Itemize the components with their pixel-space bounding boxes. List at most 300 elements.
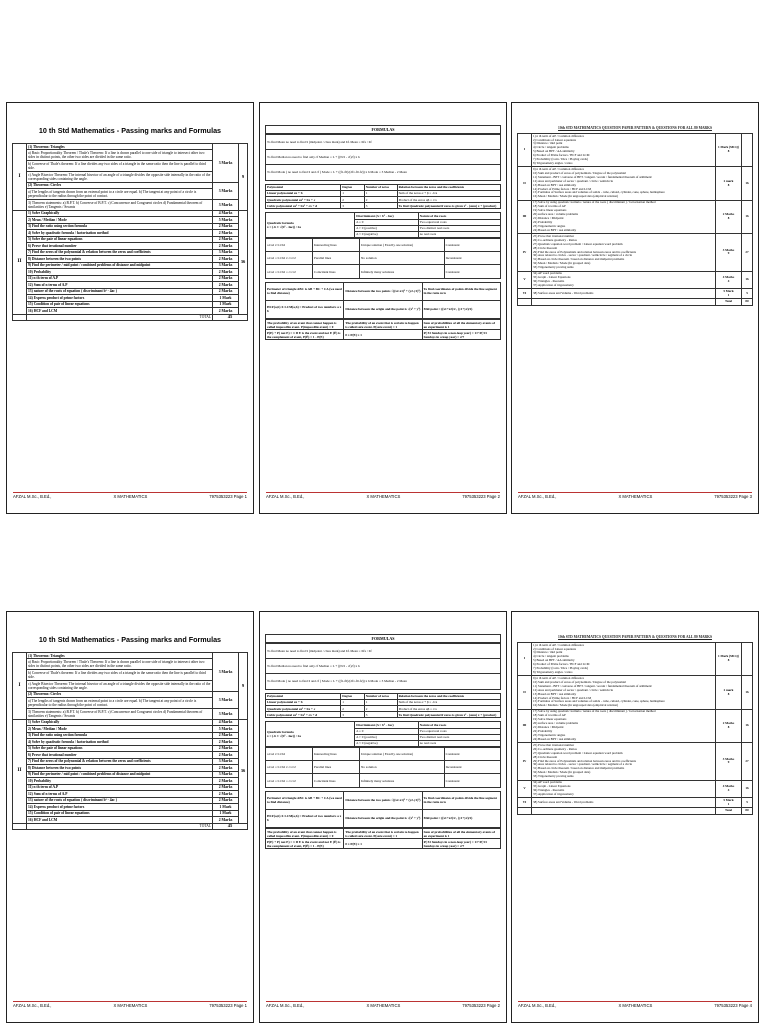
probability-table (265, 319, 501, 340)
table-row: a) The lengths of tangents drawn from an external point to a circle are equal. b) The tangent at any point of a circle is perpendicular to the radius through the point of contact. (27, 189, 213, 200)
table-cell: 3 (364, 712, 397, 718)
section-roman: IV (518, 234, 532, 271)
table-cell: P( 53 Sundays in a non-leap year) = 1/7 P( 53 Sundays in a leap year) = 2/7 (422, 330, 500, 340)
marks-cell (716, 798, 742, 808)
marks-label: 2 Marks (722, 721, 735, 726)
marks-label: 5 Mark (723, 289, 734, 294)
formulas-header: FORMULAS (265, 634, 501, 643)
section-total: 27 (742, 234, 753, 271)
list-item: 32) Mean / Median / Mode (In grouped data) (533, 770, 591, 775)
table-cell: Unique solution ( Exactly one solution) (360, 748, 445, 761)
question-items (533, 801, 714, 805)
list-item: 23) Trigonometric angles (533, 732, 566, 737)
marks-label: 4 Marks (722, 275, 735, 280)
list-item: 38) Surface areas and Volume - Word problems (533, 800, 594, 805)
question-items (533, 235, 714, 270)
page-formulas (259, 611, 507, 1023)
section-roman: VI (518, 289, 532, 299)
table-row: c) Angle Bisector Theorem: The internal bisector of an angle of a triangle divides the opposite side internally in the ratio of the corresponding sides containing the angle. (27, 172, 213, 183)
total-row (518, 808, 753, 814)
list-item: 21) Distance / Midpoint (533, 216, 564, 221)
pattern-row (518, 234, 753, 271)
list-item: 5) Based on BPT / AA similarity (533, 149, 575, 154)
question-count: 4 (727, 279, 730, 284)
row-text: 2) Mean / Median / Mode (27, 726, 213, 732)
list-item: 14) Product of Prime factors / HCF and LCM (533, 695, 592, 700)
table-cell: Δ = 0 (355, 219, 418, 225)
table-row: a) Basic Proportionality Theorem / Thale's Theorem: If a line is drawn parallel to one side of triangle to intersect other two sides in distinct points, the other two sides are divided in the same ratio. (27, 150, 213, 161)
pattern-row (518, 709, 753, 742)
table-row: c) Angle Bisector Theorem: The internal bisector of an angle of a triangle divides the opposite side internally in the ratio of the corresponding sides containing the angle. (27, 681, 213, 692)
table-cell: P( 53 Sundays in a non-leap year) = 1/7 P( 53 Sundays in a leap year) = 2/7 (422, 839, 500, 849)
question-list (532, 289, 716, 299)
list-item: 6) Product of Prime factors / HCF and LCM (533, 153, 590, 158)
median-formula: To find Median no need to find only cf Median = L + ((N/2 - cf)/f) x h (266, 659, 501, 674)
section-roman: II (518, 676, 532, 709)
row-marks: 2 Marks (213, 269, 239, 275)
poly-header: Degree (341, 693, 365, 699)
pattern-table (517, 642, 753, 815)
total-label: TOTAL (27, 314, 213, 320)
pattern-row (518, 271, 753, 289)
section-roman: I (13, 144, 27, 211)
list-item: 25) Prove that irrational number (533, 742, 575, 747)
table-cell: The probability of an event that cannot happen is called impossible event. P(impossible event) = 0 (266, 829, 344, 839)
table-row: 3) Theorem statements: a) B.P.T. b) Converse of B.P.T. c) Concurrence and Congruent circles d) Fundamental theorem of similarities e) Tangents / Secants (27, 200, 213, 211)
marks-cell (716, 743, 742, 780)
list-item: 33) Trigonometry proving sums (533, 265, 574, 270)
table-cell: Δ > 0 (positive) (355, 225, 418, 231)
table-row: b) Converse of Thale's theorem: If a line divides any two sides of a triangle in the same ratio then the line is parallel to third side. (27, 161, 213, 172)
row-text: 10) Probability (27, 778, 213, 784)
section-roman: II (13, 210, 27, 314)
row-text: 8) Distance between the two points (27, 256, 213, 262)
pattern-table (517, 133, 753, 306)
question-items (533, 744, 714, 779)
row-text: 14) Express product of prime factors (27, 295, 213, 301)
section-total: 16 (742, 709, 753, 742)
table-cell: Mid point = ((x1+x2)/2 , (y1+y2)/2) (422, 300, 500, 318)
quadratic-formula: Quadratic formula x = (-b ± √(b² - 4ac)) / 2a (266, 213, 355, 238)
list-item: 7) Probability (Coin / Dice / Playing cards) (533, 666, 588, 671)
quadratic-formula: Quadratic formula x = (-b ± √(b² - 4ac)) / 2a (266, 722, 355, 747)
table-cell: Infinitely many solutions (360, 774, 445, 787)
pattern-row (518, 134, 753, 167)
section-roman: III (518, 200, 532, 233)
section-two-body (13, 719, 248, 829)
pattern-body (518, 134, 753, 306)
table-cell: 1 (364, 190, 397, 196)
row-marks: 2 Marks (213, 752, 239, 758)
page-footer (518, 1001, 752, 1012)
row-marks: 2 Marks (213, 223, 239, 229)
table-cell: Perimeter of triangle ABC is AB + BC + CA (we need to find distance) (266, 282, 344, 300)
row-marks: 1 Mark (213, 810, 239, 816)
section-total: 16 (742, 676, 753, 709)
list-item: 33) Trigonometry proving sums (533, 774, 574, 779)
list-item: 18) Sum of n terms of AP (533, 713, 566, 718)
table-cell: Sum of the zeros α + β = -b/a (397, 190, 500, 196)
quadratic-table (265, 212, 501, 238)
formulas-header: FORMULAS (265, 125, 501, 134)
section-roman: I (518, 643, 532, 676)
list-item: 2) Conditions of Linear equations (533, 137, 577, 142)
spacer-cell (13, 823, 27, 829)
linear-lines-table (265, 238, 501, 279)
list-item: 9) n th term of AP / Common difference (533, 167, 584, 172)
table-cell: Linear polynomial ax + b (266, 190, 341, 196)
row-marks: 3 Marks (213, 691, 239, 708)
section-total: 5 (742, 289, 753, 299)
list-item: 13) Based on BPT / AA similarity (533, 182, 577, 187)
geometry-table (265, 282, 501, 319)
table-cell: Inconsistent (444, 252, 500, 265)
list-item: 19) Solve linear equations (533, 717, 567, 722)
question-count: 8 (727, 149, 730, 154)
table-cell: No solution (360, 252, 445, 265)
list-item: 9) n th term of AP / Common difference (533, 676, 584, 681)
marks-cell (716, 167, 742, 200)
pattern-title: 10th STD MATHEMATICS QUESTION PAPER PATTERN & QUESTIONS FOR ALL 80 MARKS (558, 126, 712, 130)
row-marks: 3 Marks (213, 182, 239, 199)
table-cell: Coincident lines (313, 265, 360, 278)
grand-total: 80 (742, 808, 753, 814)
list-item: 37) Application of trigonometry (533, 791, 574, 796)
list-item: 3) Distance / mid point (533, 650, 563, 655)
list-item: 38) Surface areas and Volume - Word problems (533, 291, 594, 296)
question-count: 1 (727, 292, 730, 297)
spacer-cell (532, 808, 716, 814)
footer-page: 7975353223 Page 1 (209, 1003, 247, 1008)
geometry-table (265, 791, 501, 828)
table-cell: To find Quadratic polynomial if zeros is given x² - (sum) x + (product) (397, 203, 500, 209)
table-cell: Distance between the origin and the point is √(x² + y²) (344, 809, 422, 827)
marks-cell (716, 134, 742, 167)
footer-page: 7975353223 Page 1 (209, 494, 247, 499)
list-item: 20) surface area / volume problems (533, 212, 579, 217)
section-roman: II (518, 167, 532, 200)
row-marks: 2 Marks (213, 765, 239, 771)
question-count: 8 (727, 216, 730, 221)
table-cell: Cubic polynomial ax³ + bx² + cx + d (266, 712, 341, 718)
table-row: (2) Theorems: Circles (27, 182, 213, 188)
section-roman: V (518, 271, 532, 289)
table-cell: Intersecting lines (313, 239, 360, 252)
list-item: 3) Distance / mid point (533, 141, 563, 146)
row-marks: 2 Marks (213, 256, 239, 262)
footer-subject: X MATHEMATICS (618, 1003, 653, 1008)
spacer-cell (13, 314, 27, 320)
disc-header: Discriminant (Δ = b² - 4ac) (355, 213, 418, 219)
table-row: (1) Theorems: Triangles (27, 144, 213, 150)
marks-cell (716, 289, 742, 299)
list-item: 29) Find the zeros of Polynomials and relation between zeros and its coefficients (533, 249, 636, 254)
table-cell: Mid point = ((x1+x2)/2 , (y1+y2)/2) (422, 809, 500, 827)
row-text: 3) Find the ratio using section formula (27, 732, 213, 738)
question-items (533, 644, 714, 675)
section-total: 36 (239, 719, 248, 823)
sheet-row-top (0, 102, 768, 514)
table-cell: Δ < 0 (negative) (355, 231, 418, 237)
marks-label: 2 Marks (722, 212, 735, 217)
row-text: 15) Condition of pair of linear equations (27, 301, 213, 307)
question-items (533, 710, 714, 741)
list-item: 28) Circle theorem (533, 245, 558, 250)
question-list (532, 167, 716, 200)
row-marks: 2 Marks (213, 739, 239, 745)
row-marks: 4 Marks (213, 210, 239, 216)
section-total: 16 (742, 167, 753, 200)
table-cell: Cubic polynomial ax³ + bx² + cx + d (266, 203, 341, 209)
footer-author: AFZAL M.Sc., B.Ed., (518, 494, 557, 499)
table-cell: Consistent (444, 774, 500, 787)
page-footer (266, 1001, 500, 1012)
row-marks: 2 Marks (213, 791, 239, 797)
list-item: 4) Circle / tangent problems (533, 654, 569, 659)
pattern-title: 10th STD MATHEMATICS QUESTION PAPER PATTERN & QUESTIONS FOR ALL 80 MARKS (558, 635, 712, 639)
marks-cell (716, 676, 742, 709)
list-item: 37) Application of trigonometry (533, 282, 574, 287)
row-marks: 3 Marks (213, 709, 239, 720)
table-cell: a1/a2 = b1/b2 ≠ c1/c2 (266, 252, 313, 265)
section-total: 16 (742, 200, 753, 233)
list-item: 13) Based on BPT / AA similarity (533, 691, 577, 696)
footer-author: AFZAL M.Sc., B.Ed., (13, 494, 52, 499)
list-item: 32) Mean / Median / Mode (In grouped data) (533, 261, 591, 266)
table-cell: To find coordinates of points divide the line segment in the ratio m:n (422, 791, 500, 809)
stats-formulas (265, 134, 501, 181)
table-cell: 2 (341, 196, 365, 202)
table-cell: Parallel lines (313, 252, 360, 265)
row-marks: 2 Marks (213, 230, 239, 236)
row-text: 6) Prove that irrational number (27, 243, 213, 249)
poly-header: Number of zeros (364, 184, 397, 190)
row-text: 11) n th term of A.P (27, 275, 213, 281)
list-item: 25) Prove that irrational number (533, 233, 575, 238)
row-marks: 2 Marks (213, 236, 239, 242)
list-item: 34) AP word problems (533, 780, 562, 785)
list-item: 24) Based on BPT / AA similarity (533, 227, 577, 232)
question-list (532, 643, 716, 676)
list-item: 14) Product of Prime factors / HCF and LCM (533, 186, 592, 191)
table-cell: a1/a2 = b1/b2 ≠ c1/c2 (266, 761, 313, 774)
list-item: 26) Co-ordinate geometry - Ratios (533, 237, 577, 242)
polynomial-table (265, 693, 501, 719)
list-item: 26) Co-ordinate geometry - Ratios (533, 746, 577, 751)
list-item: 28) Circle theorem (533, 754, 558, 759)
row-marks: 2 Marks (213, 308, 239, 314)
list-item: 11) Statement - BPT / converse of BPT / tangent / secant / fundamental theorem of arithmetic (533, 683, 653, 688)
question-items (533, 677, 714, 708)
spacer-cell (532, 299, 716, 305)
row-text: 11) n th term of A.P (27, 784, 213, 790)
page-title: 10 th Std Mathematics - Passing marks and Formulas (38, 635, 222, 644)
polynomial-table (265, 184, 501, 210)
row-marks: 2 Marks (213, 745, 239, 751)
row-marks: 2 Marks (213, 275, 239, 281)
row-marks: 2 Marks (213, 784, 239, 790)
row-text: 8) Distance between the two points (27, 765, 213, 771)
list-item: 12) Area and perimeter of sector / quadrant / circle / semicircle (533, 178, 614, 183)
table-cell: Distance between the two points √((x2-x1)² + (y2-y1)²) (344, 791, 422, 809)
table-row: (1) Theorems: Triangles (27, 653, 213, 659)
table-cell: Inconsistent (444, 761, 500, 774)
table-cell: Δ = 0 (355, 728, 418, 734)
list-item: 22) Probability (533, 729, 553, 733)
sheet-row-bottom (0, 611, 768, 1023)
table-cell: 0 ≤ P(E) ≤ 1 (344, 330, 422, 340)
table-cell: Two distinct real roots (418, 734, 500, 740)
row-marks: 5 Marks (213, 726, 239, 732)
table-cell: Δ < 0 (negative) (355, 740, 418, 746)
page-footer (518, 492, 752, 503)
list-item: 18) Sum of n terms of AP (533, 204, 566, 209)
poly-header: Degree (341, 184, 365, 190)
question-items (533, 201, 714, 232)
table-cell: a1/a2 ≠ b1/b2 (266, 748, 313, 761)
list-item: 17) Solve by using quadratic formula / nature of the roots ( discriminant ) / factorisation method (533, 709, 656, 714)
probability-table (265, 828, 501, 849)
section-total: 16 (742, 271, 753, 289)
question-count: 1 (727, 801, 730, 806)
table-cell: The probability of an event that is certain to happen is called sure event. P(sure event) = 1 (344, 829, 422, 839)
poly-header: Polynomial (266, 184, 341, 190)
pattern-row (518, 167, 753, 200)
list-item: 11) Statement - BPT / converse of BPT / tangent / secant / fundamental theorem of arithmetic (533, 174, 653, 179)
table-cell: a1/a2 = b1/b2 = c1/c2 (266, 265, 313, 278)
pattern-row (518, 200, 753, 233)
table-cell: Δ > 0 (positive) (355, 734, 418, 740)
marks-table (12, 143, 248, 321)
table-cell: Distance between the two points √((x2-x1)² + (y2-y1)²) (344, 282, 422, 300)
grand-total: 45 (213, 314, 248, 320)
table-cell: 0 ≤ P(E) ≤ 1 (344, 839, 422, 849)
marks-label: 1 Mark (MCQ) (718, 654, 739, 659)
grand-total: 45 (213, 823, 248, 829)
spacer-cell (518, 808, 532, 814)
list-item: 22) Probability (533, 220, 553, 224)
footer-author: AFZAL M.Sc., B.Ed., (266, 1003, 305, 1008)
median-formula: To find Median no need to find only cf Median = L + ((N/2 - cf)/f) x h (266, 150, 501, 165)
row-marks: 2 Marks (213, 243, 239, 249)
list-item: 7) Probability (Coin / Dice / Playing cards) (533, 157, 588, 162)
table-cell: Infinitely many solutions (360, 265, 445, 278)
list-item: 36) Triangles - theorems (533, 279, 565, 284)
linear-lines-table (265, 747, 501, 788)
question-items (533, 135, 714, 166)
list-item: 1) n th term of AP / Common difference (533, 642, 584, 647)
table-cell: To find Quadratic polynomial if zeros is given x² - (sum) x + (product) (397, 712, 500, 718)
row-text: 16) HCF and LCM (27, 817, 213, 823)
question-count: 8 (727, 182, 730, 187)
row-text: 3) Find the ratio using section formula (27, 223, 213, 229)
poly-header: Relation between the zeros and the coefficients (397, 693, 500, 699)
list-item: 30) Area related to circles - sector / quadrant / semicircle / segment of a circle (533, 762, 633, 767)
question-list (532, 200, 716, 233)
row-text: 1) Solve Graphically (27, 719, 213, 725)
row-text: 9) Find the perimeter / mid point / combined problems of distance and midpoint (27, 262, 213, 268)
row-text: 12) Sum of n terms of A.P (27, 791, 213, 797)
table-cell: Intersecting lines (313, 748, 360, 761)
table-cell: The probability of an event that is certain to happen is called sure event. P(sure event) = 1 (344, 320, 422, 330)
section-total (742, 134, 753, 167)
table-row: b) Converse of Thale's theorem: If a line divides any two sides of a triangle in the same ratio then the line is parallel to third side. (27, 670, 213, 681)
marks-cell (716, 709, 742, 742)
table-cell: a1/a2 = b1/b2 = c1/c2 (266, 774, 313, 787)
list-item: 12) Area and perimeter of sector / quadrant / circle / semicircle (533, 687, 614, 692)
section-roman: II (13, 719, 27, 823)
table-cell: P(E) + P( not E) = 1 If E is the event and not E (Ē) is the complement of event, P(Ē) = 1 - P(E) (266, 330, 344, 340)
table-cell: no real roots (418, 740, 500, 746)
list-item: 6) Product of Prime factors / HCF and LCM (533, 662, 590, 667)
pattern-row (518, 798, 753, 808)
table-cell: a1/a2 ≠ b1/b2 (266, 239, 313, 252)
marks-label: 2 mark (723, 687, 734, 692)
footer-author: AFZAL M.Sc., B.Ed., (266, 494, 305, 499)
poly-header: Polynomial (266, 693, 341, 699)
poly-header: Relation between the zeros and the coefficients (397, 184, 500, 190)
marks-cell (716, 234, 742, 271)
list-item: 10) Sum and product of zeros of polynomials / Degree of the polynomial (533, 170, 626, 175)
row-marks: 2 Marks (213, 288, 239, 294)
row-marks: 1 Mark (213, 295, 239, 301)
section-roman: VI (518, 798, 532, 808)
row-marks: 2 Marks (213, 797, 239, 803)
pattern-row (518, 743, 753, 780)
question-list (532, 134, 716, 167)
row-marks: 1 Mark (213, 301, 239, 307)
table-cell: The probability of an event that cannot happen is called impossible event. P(impossible event) = 0 (266, 320, 344, 330)
marks-label: 3 Marks (722, 756, 735, 761)
list-item: 20) surface area / volume problems (533, 721, 579, 726)
footer-subject: X MATHEMATICS (366, 1003, 401, 1008)
table-cell: To find coordinates of points divide the line segment in the ratio m:n (422, 282, 500, 300)
section-total: 27 (742, 743, 753, 780)
table-cell: Consistent (444, 265, 500, 278)
row-marks: 3 Marks (213, 771, 239, 777)
page-passing-marks (6, 102, 254, 514)
list-item: 27) Quadratic equation word problem / Linear equation word problem (533, 750, 623, 755)
list-item: 23) Trigonometric angles (533, 223, 566, 228)
table-cell: Consistent (444, 239, 500, 252)
table-row: a) The lengths of tangents drawn from an external point to a circle are equal. b) The tangent at any point of a circle is perpendicular to the radius through the point of contact. (27, 698, 213, 709)
marks-cell (716, 200, 742, 233)
list-item: 16) Mean / Median / Mode (In ungrouped data (empirical relation) (533, 194, 618, 199)
row-text: 12) Sum of n terms of A.P (27, 282, 213, 288)
question-list (532, 234, 716, 271)
section-roman: I (13, 653, 27, 720)
row-marks: 2 Marks (213, 282, 239, 288)
footer-author: AFZAL M.Sc., B.Ed., (518, 1003, 557, 1008)
list-item: 5) Based on BPT / AA similarity (533, 658, 575, 663)
table-row: 3) Theorem statements: a) B.P.T. b) Converse of B.P.T. c) Concurrence and Congruent circles d) Fundamental theorem of similarities e) Tangents / Secants (27, 709, 213, 720)
table-cell: Quadratic polynomial ax² + bx + c (266, 196, 341, 202)
total-label: Total (716, 299, 742, 305)
question-count: 8 (727, 691, 730, 696)
row-text: 13) nature of the roots of equation ( discriminant b² - 4ac ) (27, 288, 213, 294)
marks-label: 4 Marks (722, 784, 735, 789)
table-cell: Sum of probabilities of all the elementary events of an experiment is 1 (422, 829, 500, 839)
nature-header: Nature of the roots (418, 722, 500, 728)
question-count: 8 (727, 658, 730, 663)
row-text: 9) Find the perimeter / mid point / combined problems of distance and midpoint (27, 771, 213, 777)
list-item: 34) AP word problems (533, 271, 562, 276)
table-cell: 2 (341, 705, 365, 711)
list-item: 31) Based on circle theorem / based on distance and midpoint problems (533, 257, 625, 262)
list-item: 17) Solve by using quadratic formula / nature of the roots ( discriminant ) / factorisation method (533, 200, 656, 205)
table-cell: 3 (341, 712, 365, 718)
list-item: 10) Sum and product of zeros of polynomials / Degree of the polynomial (533, 679, 626, 684)
